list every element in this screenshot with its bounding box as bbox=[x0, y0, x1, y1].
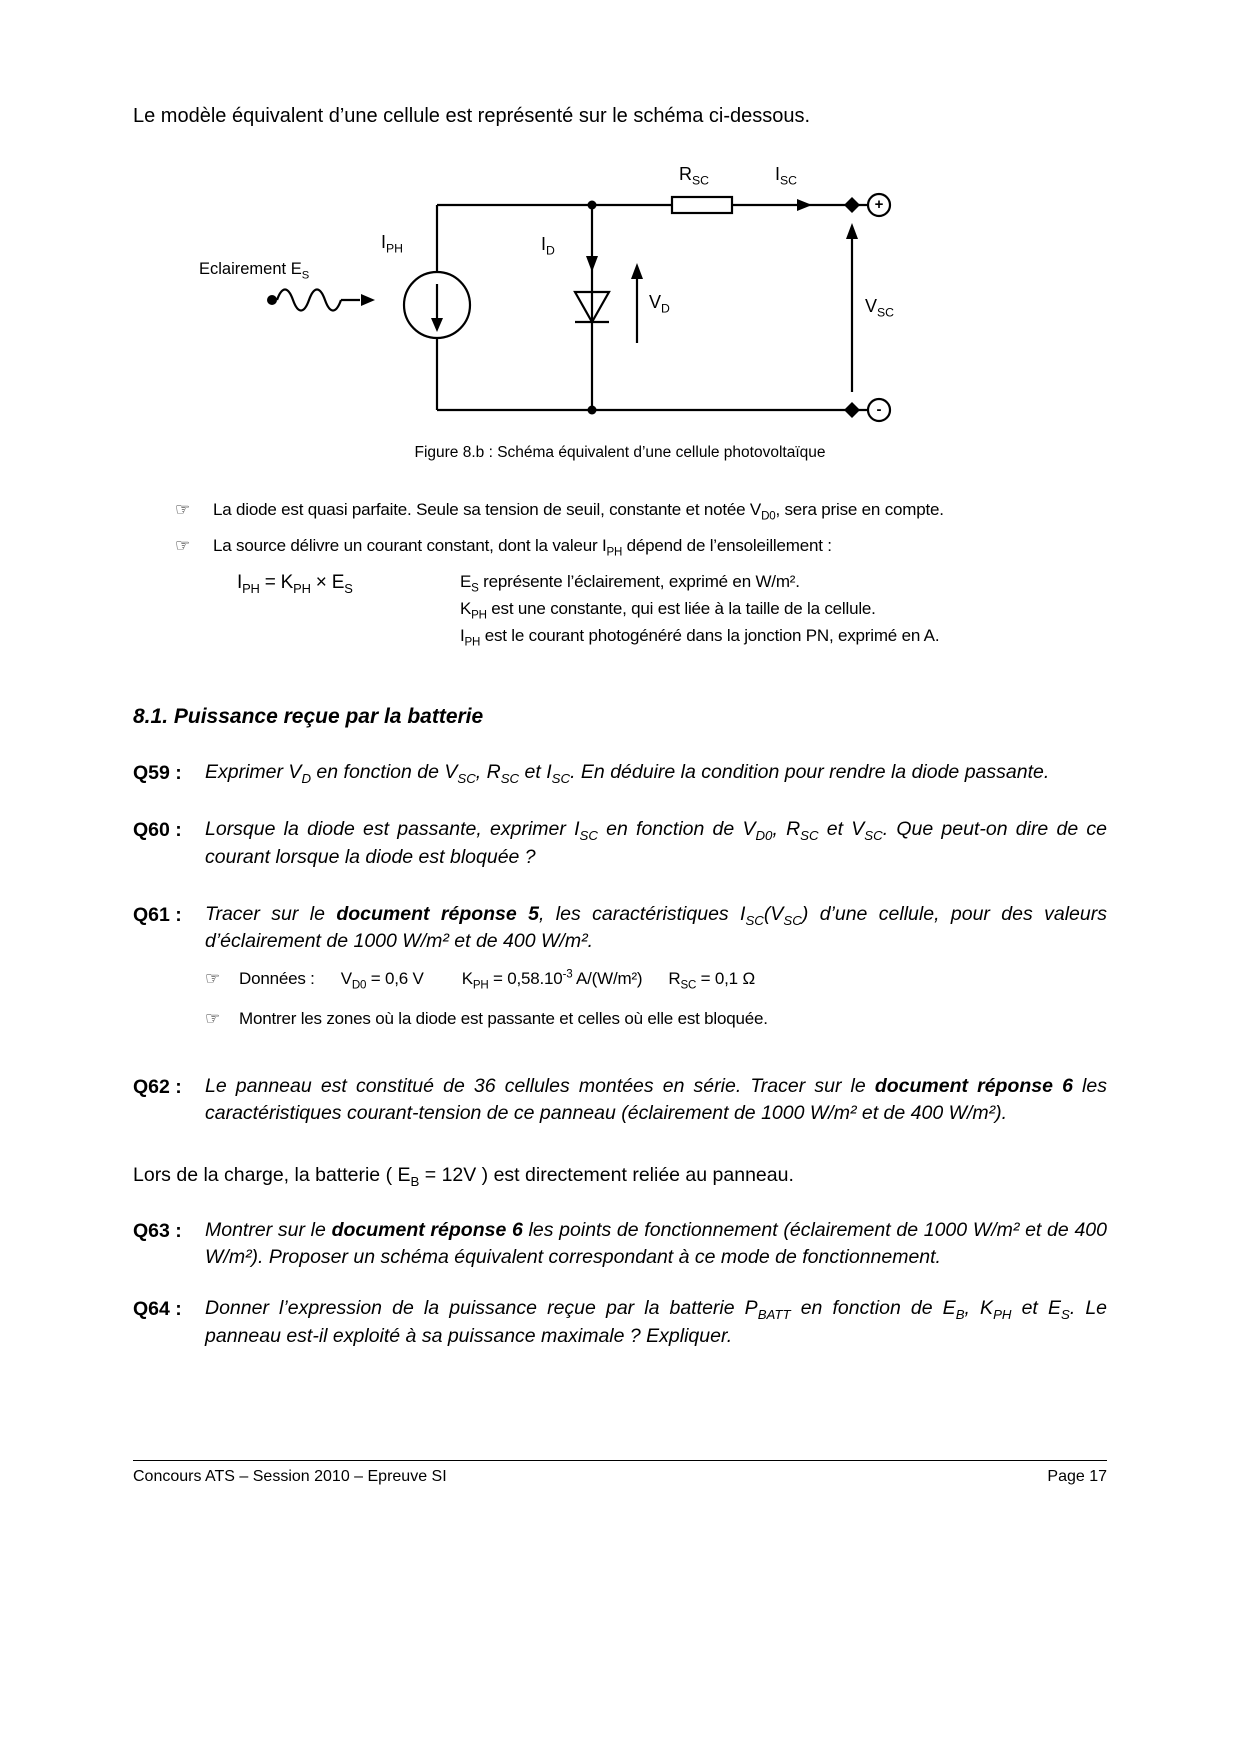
question-q64 bbox=[133, 1295, 1107, 1350]
current-source-arrowhead bbox=[431, 318, 443, 332]
intro-paragraph: Le modèle équivalent d’une cellule est représenté sur le schéma ci-dessous. bbox=[133, 105, 811, 127]
formula-explanation-line: $I_{PH}$ est le courant photogénéré dans la jonction PN, exprimé en A. bbox=[460, 626, 940, 649]
footer-left-text: Concours ATS – Session 2010 – Epreuve SI bbox=[133, 1468, 447, 1485]
question-text: Exprimer $V_D$ en fonction de $V_{SC}$, $R_{SC}$ et $I_{SC}$. En déduire la condition pour rendre la diode passante. bbox=[205, 761, 1050, 786]
vd-arrowhead bbox=[631, 263, 643, 279]
battery-paragraph: Lors de la charge, la batterie ( $E_B = 12V$ ) est directement reliée au panneau. bbox=[133, 1163, 794, 1189]
question-label: Q59 : bbox=[133, 762, 182, 784]
illumination-source-dot bbox=[267, 295, 277, 305]
data-vd0: $V_{D0} = 0,6$ V bbox=[340, 969, 424, 992]
data-label: Données : bbox=[239, 969, 315, 989]
pointing-hand-icon: ☞ bbox=[205, 969, 221, 989]
question-text: Lorsque la diode est passante, exprimer $I_{SC}$ en fonction de $V_{D0}$, $R_{SC}$ et $V_{SC}$. Que peut-on dire de ce courant lorsque la diode est bloquée ? bbox=[205, 818, 1107, 868]
question-q61 bbox=[133, 901, 1107, 1031]
junction-dot-bottom bbox=[588, 406, 597, 415]
question-text: Tracer sur le document réponse 5, les caractéristiques $I_{SC}(V_{SC})$ d’une cellule, pour des valeurs d’éclairement de 1000 W/m² et de 400 W/m². bbox=[205, 902, 1107, 953]
formula-explanation-line: $K_{PH}$ est une constante, qui est liée à la taille de la cellule. bbox=[460, 599, 876, 622]
plus-terminal-sign: + bbox=[874, 196, 884, 213]
note-text: La diode est quasi parfaite. Seule sa tension de seuil, constante et notée $V_{D0}$, sera prise en compte. bbox=[213, 500, 944, 523]
question-text: Le panneau est constitué de 36 cellules montées en série. Tracer sur le document réponse 6 les caractéristiques courant-tension de ce panneau (éclairement de 1000 W/m² et de 400 W/m²). bbox=[205, 1075, 1107, 1125]
question-q59 bbox=[133, 759, 1107, 786]
label-isc: $I_{SC}$ bbox=[775, 164, 798, 188]
pointing-hand-icon: ☞ bbox=[175, 500, 191, 519]
junction-dot-top bbox=[588, 201, 597, 210]
data-kph: $K_{PH} = 0,58.10^{-3}$ A/(W/m²) bbox=[461, 968, 643, 992]
formula-equation: $I_{PH} = K_{PH} \times E_S$ bbox=[237, 572, 353, 596]
figure-caption: Figure 8.b : Schéma équivalent d’une cellule photovoltaïque bbox=[414, 444, 826, 461]
question-text: Donner l’expression de la puissance reçue par la batterie $P_{BATT}$ en fonction de $E_B$, $K_{PH}$ et $E_S$. Le panneau est-il exploité à sa puissance maximale ? Expliquer. bbox=[205, 1297, 1108, 1347]
notes-list bbox=[133, 500, 1107, 559]
label-iph: $I_{PH}$ bbox=[381, 232, 404, 256]
note-item bbox=[175, 500, 1107, 523]
id-arrowhead bbox=[586, 256, 598, 272]
page-footer bbox=[133, 1460, 1107, 1486]
subnote-text: Montrer les zones où la diode est passante et celles où elle est bloquée. bbox=[239, 1009, 768, 1029]
illumination-arrowhead bbox=[361, 294, 375, 306]
pointing-hand-icon: ☞ bbox=[205, 1009, 221, 1029]
question-label: Q62 : bbox=[133, 1076, 182, 1099]
question-label: Q63 : bbox=[133, 1219, 182, 1242]
question-q63 bbox=[133, 1217, 1107, 1272]
label-id: $I_D$ bbox=[541, 234, 555, 258]
label-eclairement: Eclairement $E_S$ bbox=[199, 260, 310, 282]
note-text: La source délivre un courant constant, dont la valeur $I_{PH}$ dépend de l’ensoleillement : bbox=[213, 536, 832, 559]
section-title: 8.1. Puissance reçue par la batterie bbox=[133, 705, 484, 728]
question-label: Q64 : bbox=[133, 1298, 182, 1321]
plus-node-diamond bbox=[844, 197, 860, 213]
circuit-diagram bbox=[197, 160, 937, 432]
minus-node-diamond bbox=[844, 402, 860, 418]
label-vd: $V_D$ bbox=[649, 292, 670, 316]
question-q62 bbox=[133, 1073, 1107, 1128]
question-label: Q60 : bbox=[133, 819, 182, 842]
page-content bbox=[133, 105, 1107, 1350]
data-rsc: $R_{SC} = 0,1$ Ω bbox=[668, 969, 755, 992]
question-label: Q61 : bbox=[133, 903, 182, 926]
label-vsc: $V_{SC}$ bbox=[865, 296, 895, 320]
illumination-squiggle-arrow bbox=[277, 290, 360, 311]
formula-explanations bbox=[460, 572, 939, 653]
q61-data-line bbox=[205, 967, 1107, 991]
vsc-arrowhead bbox=[846, 223, 858, 239]
resistor-symbol bbox=[672, 197, 732, 213]
formula-explanation-line: $E_S$ représente l’éclairement, exprimé en W/m². bbox=[460, 572, 800, 595]
minus-terminal-sign: - bbox=[876, 401, 882, 418]
label-rsc: $R_{SC}$ bbox=[679, 164, 709, 188]
pointing-hand-icon: ☞ bbox=[175, 536, 191, 555]
q61-subnote bbox=[205, 1007, 1107, 1031]
isc-arrowhead bbox=[797, 199, 812, 211]
note-item bbox=[175, 536, 1107, 559]
page-number: Page 17 bbox=[1047, 1468, 1107, 1485]
question-text: Montrer sur le document réponse 6 les points de fonctionnement (éclairement de 1000 W/m² et de 400 W/m²). Proposer un schéma équivalent correspondant à ce mode de fonctionnement. bbox=[205, 1218, 1107, 1268]
circuit-svg bbox=[197, 160, 937, 432]
formula-block bbox=[133, 572, 1107, 653]
question-q60 bbox=[133, 816, 1107, 871]
